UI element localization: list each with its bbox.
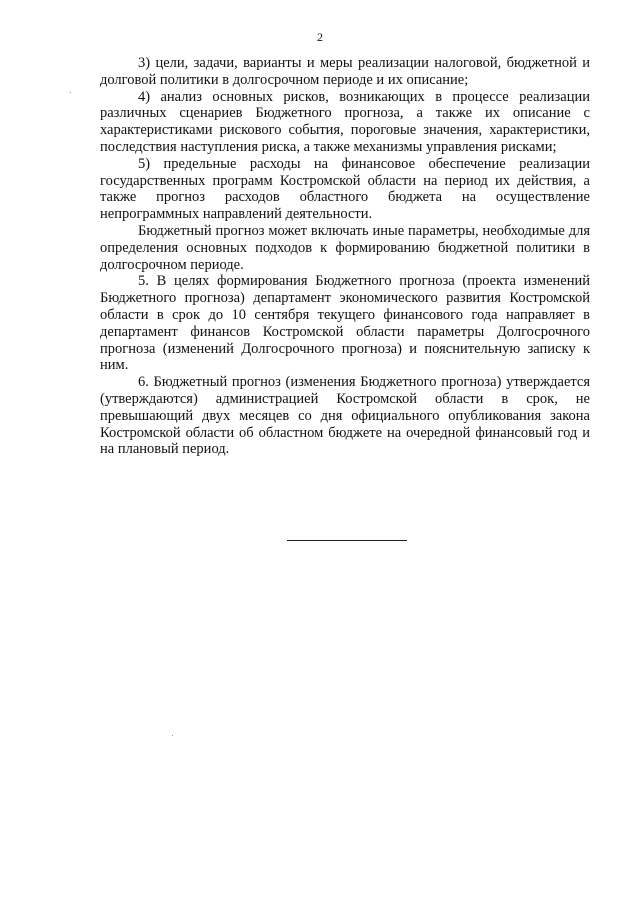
scan-speck	[70, 92, 71, 93]
scan-speck	[172, 735, 173, 736]
page-number: 2	[317, 30, 323, 44]
paragraph-item-4-risk-analysis: 4) анализ основных рисков, возникающих в процессе реализации различных сценариев Бюджетного прогноза, а также их описание с характеристиками рискового события, пороговые значения, характеристики, последствия наступления риска, а также механизмы управления рисками;	[100, 88, 590, 155]
paragraph-item-3: 3) цели, задачи, варианты и меры реализации налоговой, бюджетной и долговой политики в долгосрочном периоде и их описание;	[100, 55, 590, 88]
paragraph-clause-6: 6. Бюджетный прогноз (изменения Бюджетного прогноза) утверждается (утверждаются) администрацией Костромской области в срок, не превышающий двух месяцев со дня официального опубликования закона Костромской области об областном бюджете на очередной финансовый год и на плановый период.	[100, 374, 590, 458]
paragraph-item-5-expenditure-limits: 5) предельные расходы на финансовое обеспечение реализации государственных программ Костромской области на период их действия, а также прогноз расходов областного бюджета на осуществление непрограммных направлений деятельности.	[100, 155, 590, 223]
end-of-text-divider	[287, 540, 407, 541]
document-body	[100, 55, 590, 458]
paragraph-clause-5: 5. В целях формирования Бюджетного прогноза (проекта изменений Бюджетного прогноза) департамент экономического развития Костромской области в срок до 10 сентября текущего финансового года направляет в департамент финансов Костромской области параметры Долгосрочного прогноза (изменений Долгосрочного прогноза) и пояснительную записку к ним.	[100, 273, 590, 374]
paragraph-additional-parameters: Бюджетный прогноз может включать иные параметры, необходимые для определения основных подходов к формированию бюджетной политики в долгосрочном периоде.	[100, 222, 590, 273]
